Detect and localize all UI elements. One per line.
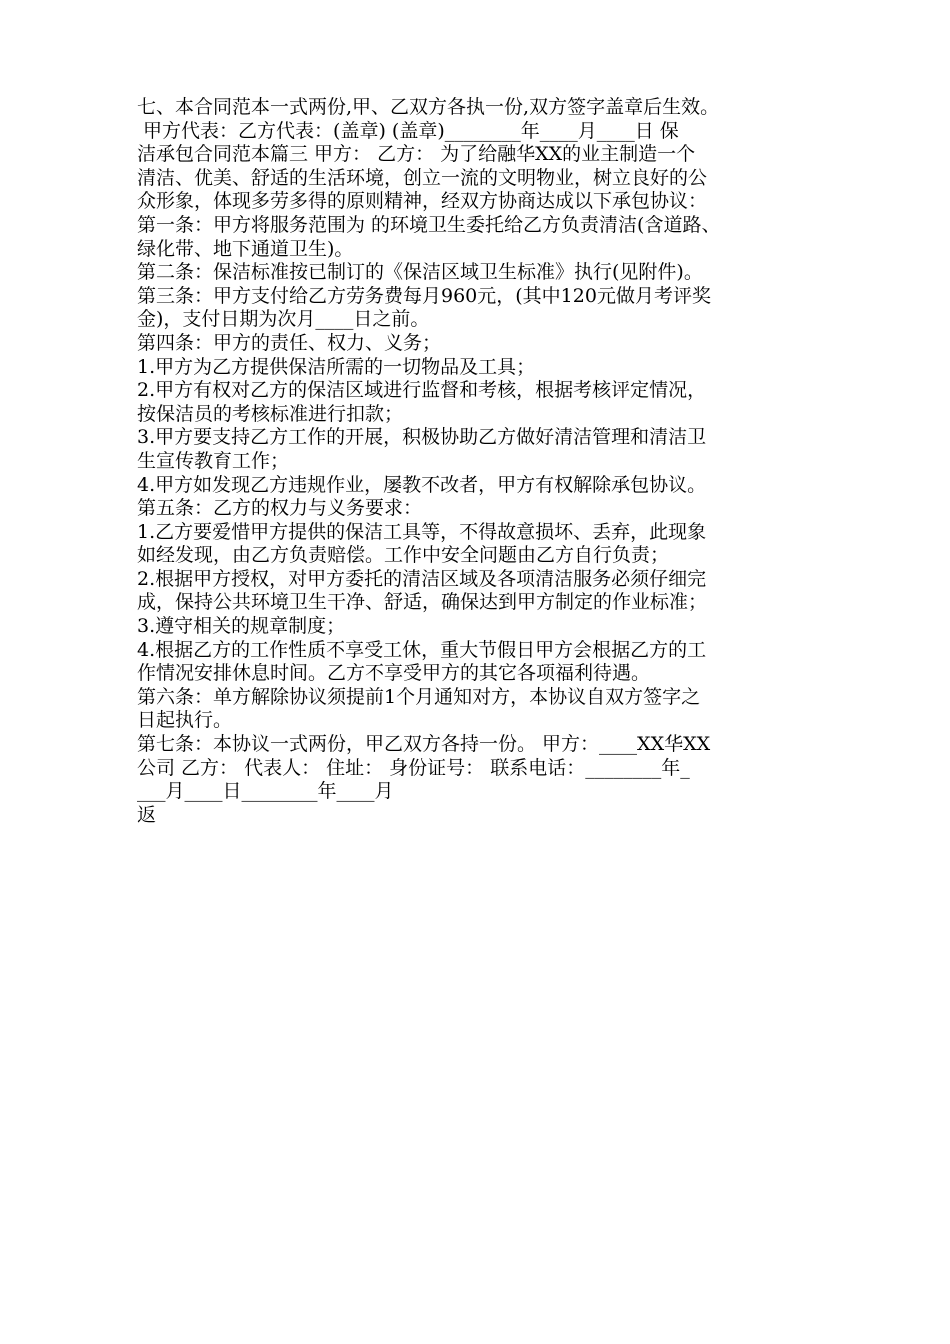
text-line-20: 如经发现，由乙方负责赔偿。工作中安全问题由乙方自行负责； bbox=[137, 544, 670, 567]
text-line-17: 4.甲方如发现乙方违规作业，屡教不改者，甲方有权解除承包协议。 bbox=[137, 473, 707, 496]
text-line-2: 甲方代表：乙方代表：(盖章) (盖章)________年____月____日 保 bbox=[137, 119, 679, 142]
text-line-25: 作情况安排休息时间。乙方不享受甲方的其它各项福利待遇。 bbox=[137, 662, 651, 685]
text-line-15: 3.甲方要支持乙方工作的开展，积极协助乙方做好清洁管理和清洁卫 bbox=[137, 426, 707, 449]
text-line-13: 2.甲方有权对乙方的保洁区域进行监督和考核，根据考核评定情况， bbox=[137, 379, 707, 402]
document-body bbox=[137, 96, 827, 827]
text-line-11: 第四条：甲方的责任、权力、义务； bbox=[137, 331, 442, 354]
text-line-8: 第二条：保洁标准按已制订的《保洁区域卫生标准》执行(见附件)。 bbox=[137, 261, 703, 284]
text-line-29: 公司 乙方： 代表人： 住址： 身份证号： 联系电话：________年_ bbox=[137, 756, 690, 779]
text-line-21: 2.根据甲方授权，对甲方委托的清洁区域及各项清洁服务必须仔细完 bbox=[137, 567, 707, 590]
text-line-3: 洁承包合同范本篇三 甲方： 乙方： 为了给融华XX的业主制造一个 bbox=[137, 143, 696, 166]
text-line-23: 3.遵守相关的规章制度； bbox=[137, 615, 346, 638]
text-line-6: 第一条：甲方将服务范围为 的环境卫生委托给乙方负责清洁(含道路、 bbox=[137, 213, 721, 236]
text-line-12: 1.甲方为乙方提供保洁所需的一切物品及工具； bbox=[137, 355, 536, 378]
text-line-26: 第六条：单方解除协议须提前1个月通知对方，本协议自双方签字之 bbox=[137, 685, 701, 708]
text-line-16: 生宣传教育工作； bbox=[137, 449, 290, 472]
text-line-18: 第五条：乙方的权力与义务要求： bbox=[137, 497, 423, 520]
text-line-14: 按保洁员的考核标准进行扣款； bbox=[137, 402, 404, 425]
text-line-28: 第七条：本协议一式两份，甲乙双方各持一份。 甲方：____XX华XX bbox=[137, 733, 711, 756]
text-line-5: 众形象，体现多劳多得的原则精神，经双方协商达成以下承包协议： bbox=[137, 190, 708, 213]
text-line-27: 日起执行。 bbox=[137, 709, 233, 732]
text-line-19: 1.乙方要爱惜甲方提供的保洁工具等，不得故意损坏、丢弃，此现象 bbox=[137, 520, 707, 543]
text-line-24: 4.根据乙方的工作性质不享受工休，重大节假日甲方会根据乙方的工 bbox=[137, 638, 707, 661]
text-line-4: 清洁、优美、舒适的生活环境，创立一流的文明物业，树立良好的公 bbox=[137, 166, 708, 189]
text-line-30: ___月____日________年____月 bbox=[137, 780, 394, 803]
text-line-7: 绿化带、地下通道卫生)。 bbox=[137, 237, 354, 260]
text-line-22: 成，保持公共环境卫生干净、舒适，确保达到甲方制定的作业标准； bbox=[137, 591, 708, 614]
text-line-9: 第三条：甲方支付给乙方劳务费每月960元，(其中120元做月考评奖 bbox=[137, 284, 711, 307]
text-line-1: 七、本合同范本一式两份,甲、乙双方各执一份,双方签字盖章后生效。 bbox=[137, 96, 720, 118]
text-line-31: 返 bbox=[137, 803, 157, 826]
text-line-10: 金)，支付日期为次月____日之前。 bbox=[137, 308, 430, 331]
